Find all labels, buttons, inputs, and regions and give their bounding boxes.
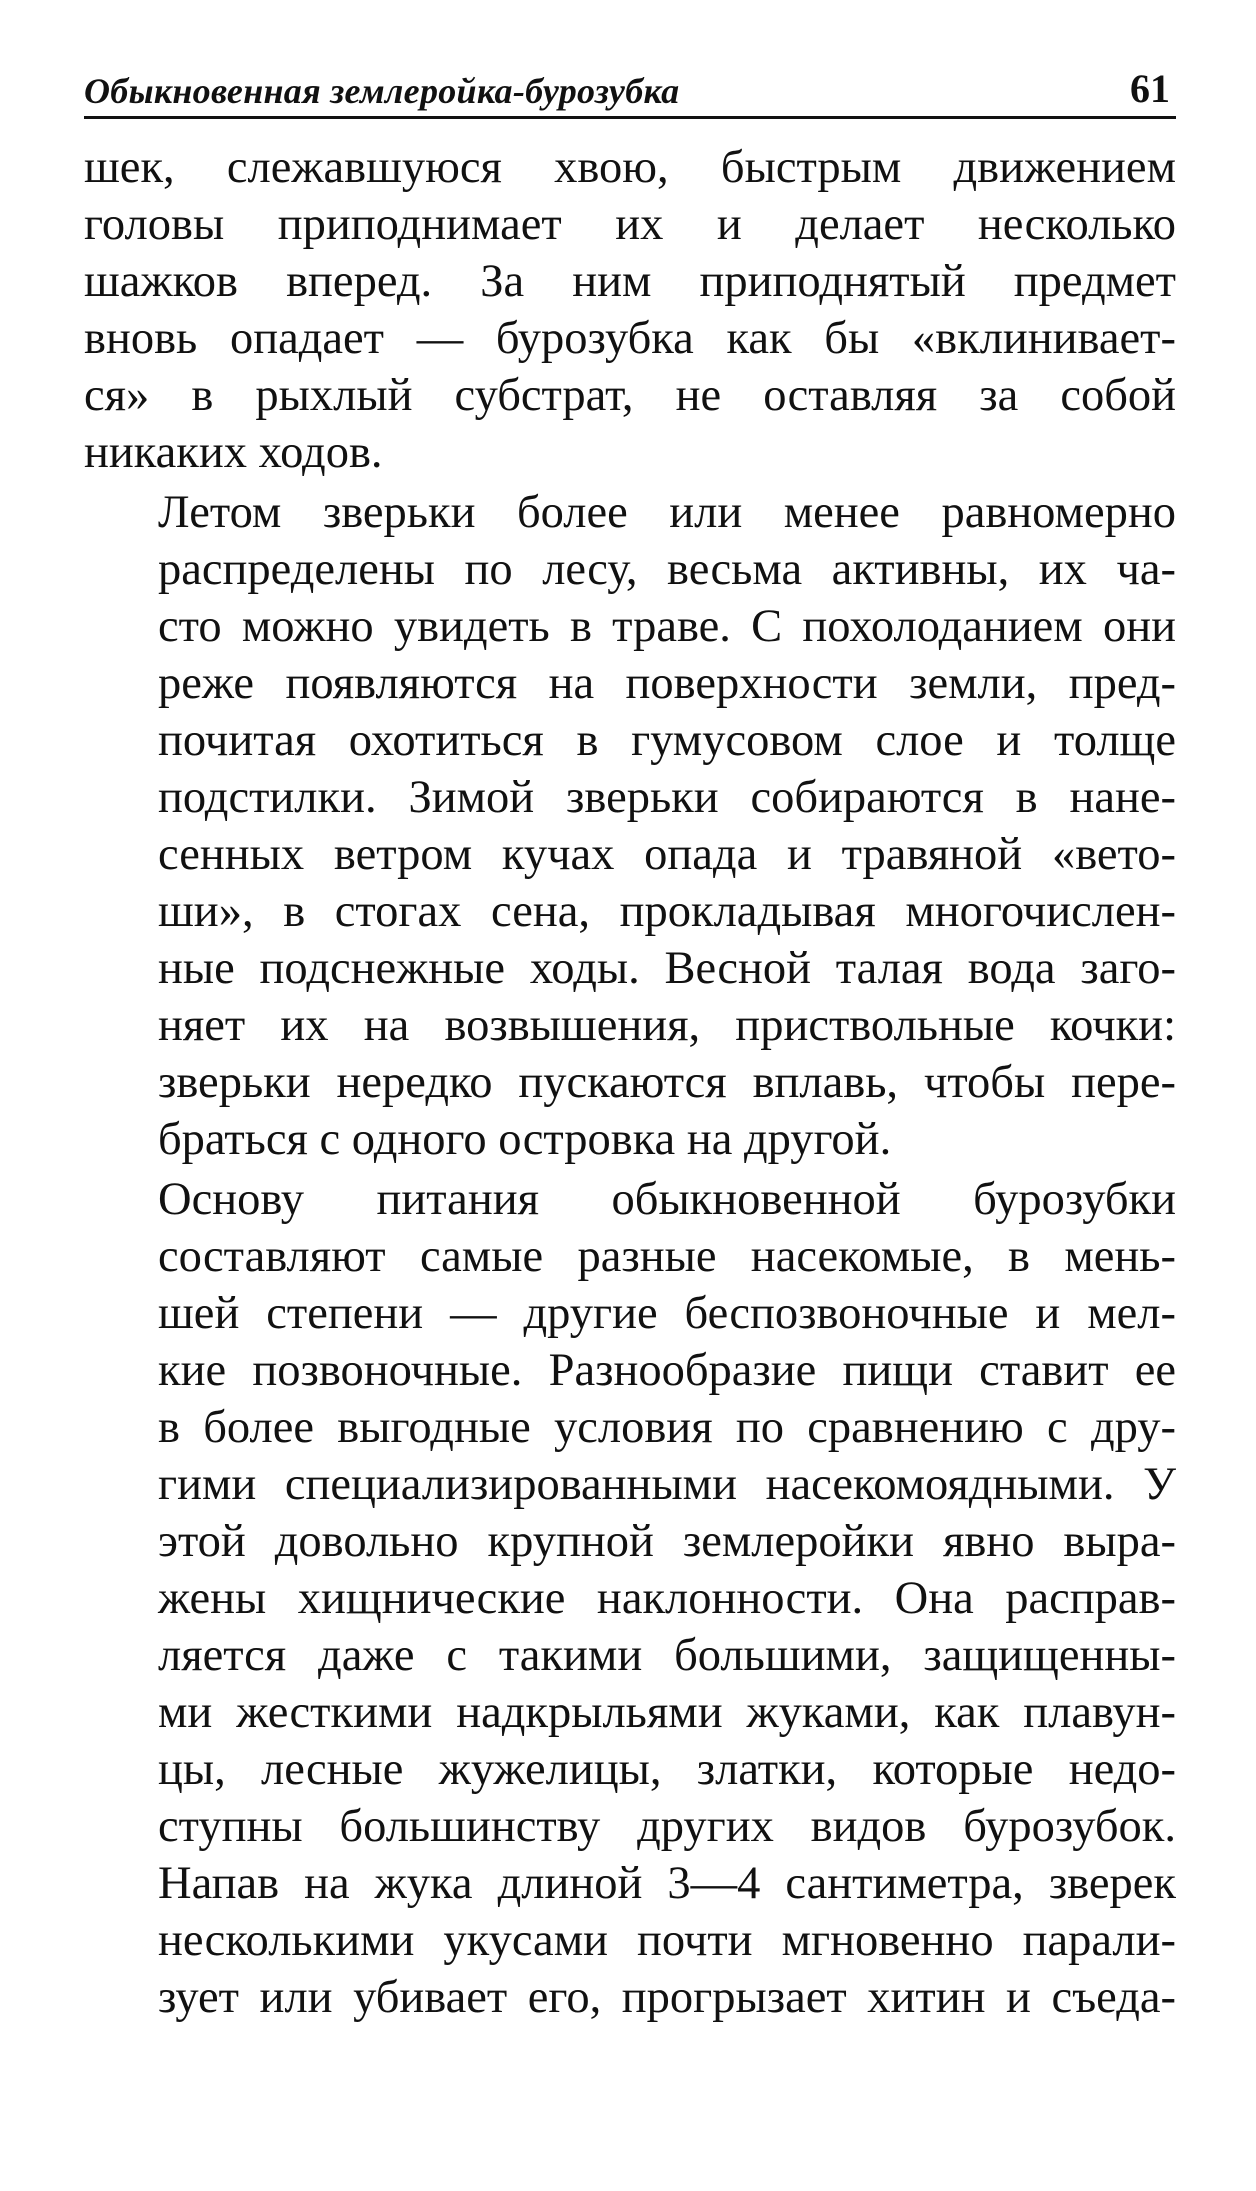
text-line: ши», в стогах сена, прокладывая многочислен- xyxy=(158,886,1176,937)
page-number: 61 xyxy=(1130,66,1170,111)
book-page xyxy=(84,60,1176,2026)
text-line: несколькими укусами почти мгновенно парали- xyxy=(158,1915,1176,1966)
text-line: подстилки. Зимой зверьки собираются в нане- xyxy=(158,772,1176,823)
paragraph-1 xyxy=(84,139,1176,481)
paragraph-2 xyxy=(84,484,1176,1168)
text-line: Летом зверьки более или менее равномерно xyxy=(158,487,1176,538)
text-line: реже появляются на поверхности земли, пред- xyxy=(158,658,1176,709)
text-line: этой довольно крупной землеройки явно выра- xyxy=(158,1516,1176,1567)
text-line: распределены по лесу, весьма активны, их ча- xyxy=(158,544,1176,595)
text-line: Напав на жука длиной 3—4 сантиметра, зверек xyxy=(158,1858,1176,1909)
text-line: ляется даже с такими большими, защищенны- xyxy=(158,1630,1176,1681)
text-line: никаких ходов. xyxy=(84,427,383,478)
text-line: ся» в рыхлый субстрат, не оставляя за собой xyxy=(84,370,1176,421)
text-line: цы, лесные жужелицы, златки, которые недо- xyxy=(158,1744,1176,1795)
text-line: кие позвоночные. Разнообразие пищи ставит ее xyxy=(158,1345,1176,1396)
text-line: шажков вперед. За ним приподнятый предмет xyxy=(84,256,1176,307)
text-line: ми жесткими надкрыльями жуками, как плавун- xyxy=(158,1687,1176,1738)
running-title: Обыкновенная землеройка-бурозубка xyxy=(84,71,680,111)
text-line: ступны большинству других видов бурозубок. xyxy=(158,1801,1176,1852)
text-line: составляют самые разные насекомые, в мень- xyxy=(158,1231,1176,1282)
text-line: шек, слежавшуюся хвою, быстрым движением xyxy=(84,142,1176,193)
text-line: Основу питания обыкновенной бурозубки xyxy=(158,1174,1176,1225)
text-line: сенных ветром кучах опада и травяной «вето- xyxy=(158,829,1176,880)
text-line: зует или убивает его, прогрызает хитин и съеда- xyxy=(158,1972,1176,2023)
text-line: вновь опадает — бурозубка как бы «вклинивает- xyxy=(84,313,1176,364)
text-line: ные подснежные ходы. Весной талая вода заго- xyxy=(158,943,1176,994)
text-line: в более выгодные условия по сравнению с дру- xyxy=(158,1402,1176,1453)
text-line: гими специализированными насекомоядными. У xyxy=(158,1459,1176,1510)
text-line: головы приподнимает их и делает несколько xyxy=(84,199,1176,250)
text-line: браться с одного островка на другой. xyxy=(158,1114,892,1165)
text-line: почитая охотиться в гумусовом слое и толще xyxy=(158,715,1176,766)
running-head xyxy=(84,60,1176,119)
text-line: жены хищнические наклонности. Она расправ- xyxy=(158,1573,1176,1624)
text-line: зверьки нередко пускаются вплавь, чтобы пере- xyxy=(158,1057,1176,1108)
body-text xyxy=(84,139,1176,2026)
paragraph-3 xyxy=(84,1171,1176,2026)
text-line: няет их на возвышения, приствольные кочки: xyxy=(158,1000,1176,1051)
text-line: сто можно увидеть в траве. С похолоданием они xyxy=(158,601,1176,652)
text-line: шей степени — другие беспозвоночные и мел- xyxy=(158,1288,1176,1339)
